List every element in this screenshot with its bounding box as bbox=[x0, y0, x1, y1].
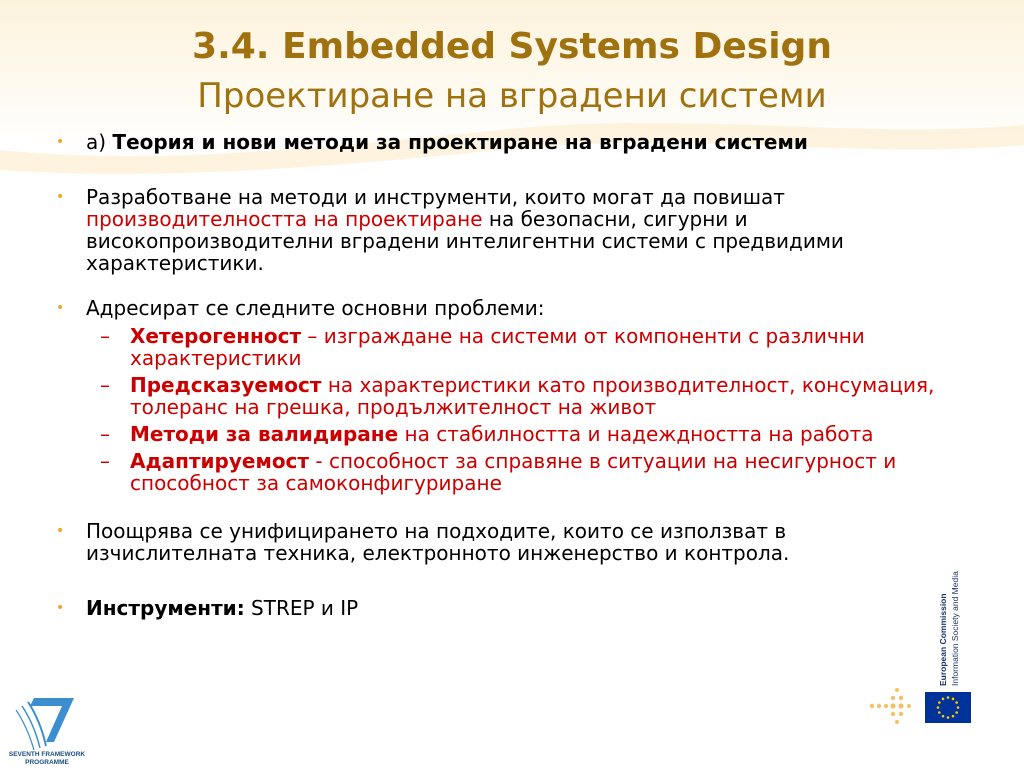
sub-bullet-text: на характеристики като производителност, консумация, толеранс на грешка, продължителност на живот bbox=[130, 373, 935, 419]
eu-star bbox=[955, 701, 958, 704]
bullet-prefix: a) bbox=[86, 130, 113, 154]
bullet-item bbox=[56, 297, 956, 319]
bullet-bold-text: Инструменти: bbox=[86, 596, 245, 620]
sub-bullet-bold: Адаптируемост bbox=[130, 449, 310, 473]
sub-bullet-bold: Предсказуемост bbox=[130, 373, 322, 397]
european-commission-label bbox=[930, 540, 970, 688]
ec-line1: European Commission bbox=[938, 593, 948, 686]
sub-bullet-bold: Методи за валидиране bbox=[130, 422, 399, 446]
bullet-item bbox=[56, 186, 956, 274]
sub-bullet-text: на стабилността и надеждността на работа bbox=[398, 422, 874, 446]
bullet-text: на безопасни, сигурни и високопроизводителни вградени интелигентни системи с предвидими характеристики. bbox=[86, 207, 844, 275]
sub-bullet-item bbox=[100, 450, 980, 494]
sub-bullet-text: - способност за справяне в ситуации на несигурност и способност за самоконфигуриране bbox=[130, 449, 897, 495]
eu-star bbox=[942, 698, 945, 701]
sub-bullet-dash: – bbox=[100, 373, 110, 397]
bullet-item bbox=[56, 131, 956, 153]
bullet-dot: • bbox=[56, 523, 65, 539]
eu-star bbox=[942, 715, 945, 718]
bullet-item bbox=[56, 520, 956, 564]
eu-star bbox=[937, 706, 940, 709]
eu-star bbox=[938, 711, 941, 714]
eu-star bbox=[952, 698, 955, 701]
eu-star bbox=[955, 711, 958, 714]
fp7-logo bbox=[2, 694, 92, 766]
bullet-dot: • bbox=[56, 189, 65, 205]
bullet-dot: • bbox=[56, 134, 65, 150]
highlighted-text: производителността на проектиране bbox=[86, 207, 483, 231]
sub-bullet-item bbox=[100, 423, 980, 445]
sub-bullet-bold: Хетерогенност bbox=[130, 324, 302, 348]
eu-star bbox=[952, 715, 955, 718]
sub-bullet-item bbox=[100, 374, 980, 418]
dots-logo bbox=[868, 686, 916, 726]
bullet-text: Поощрява се унифицирането на подходите, които се използват в изчислителната техника, електронното инженерство и контрола. bbox=[86, 519, 790, 565]
eu-star bbox=[938, 701, 941, 704]
bullet-dot: • bbox=[56, 600, 65, 616]
bullet-text: Разработване на методи и инструменти, които могат да повишат bbox=[86, 185, 785, 209]
bullet-text: STREP и IP bbox=[244, 596, 359, 620]
ec-line2: Information Society and Media bbox=[950, 571, 960, 686]
eu-star bbox=[947, 696, 950, 699]
bullet-text: Адресират се следните основни проблеми: bbox=[86, 296, 545, 320]
fp7-line1: SEVENTH FRAMEWORK bbox=[8, 751, 86, 758]
sub-bullet-dash: – bbox=[100, 324, 110, 348]
eu-star bbox=[957, 706, 960, 709]
sub-bullet-dash: – bbox=[100, 422, 110, 446]
sub-bullet-item bbox=[100, 325, 980, 369]
bullet-bold-text: Теория и нови методи за проектиране на вградени системи bbox=[112, 130, 808, 154]
eu-flag bbox=[923, 690, 973, 725]
slide-title-english: 3.4. Embedded Systems Design bbox=[192, 26, 832, 67]
fp7-line2: PROGRAMME bbox=[25, 759, 69, 766]
sub-bullet-dash: – bbox=[100, 449, 110, 473]
bullet-item bbox=[56, 597, 956, 619]
bullet-dot: • bbox=[56, 300, 65, 316]
slide-title-bulgarian: Проектиране на вградени системи bbox=[197, 76, 827, 116]
eu-star bbox=[947, 716, 950, 719]
sub-bullet-text: – изграждане на системи от компоненти с различни характеристики bbox=[130, 324, 865, 370]
